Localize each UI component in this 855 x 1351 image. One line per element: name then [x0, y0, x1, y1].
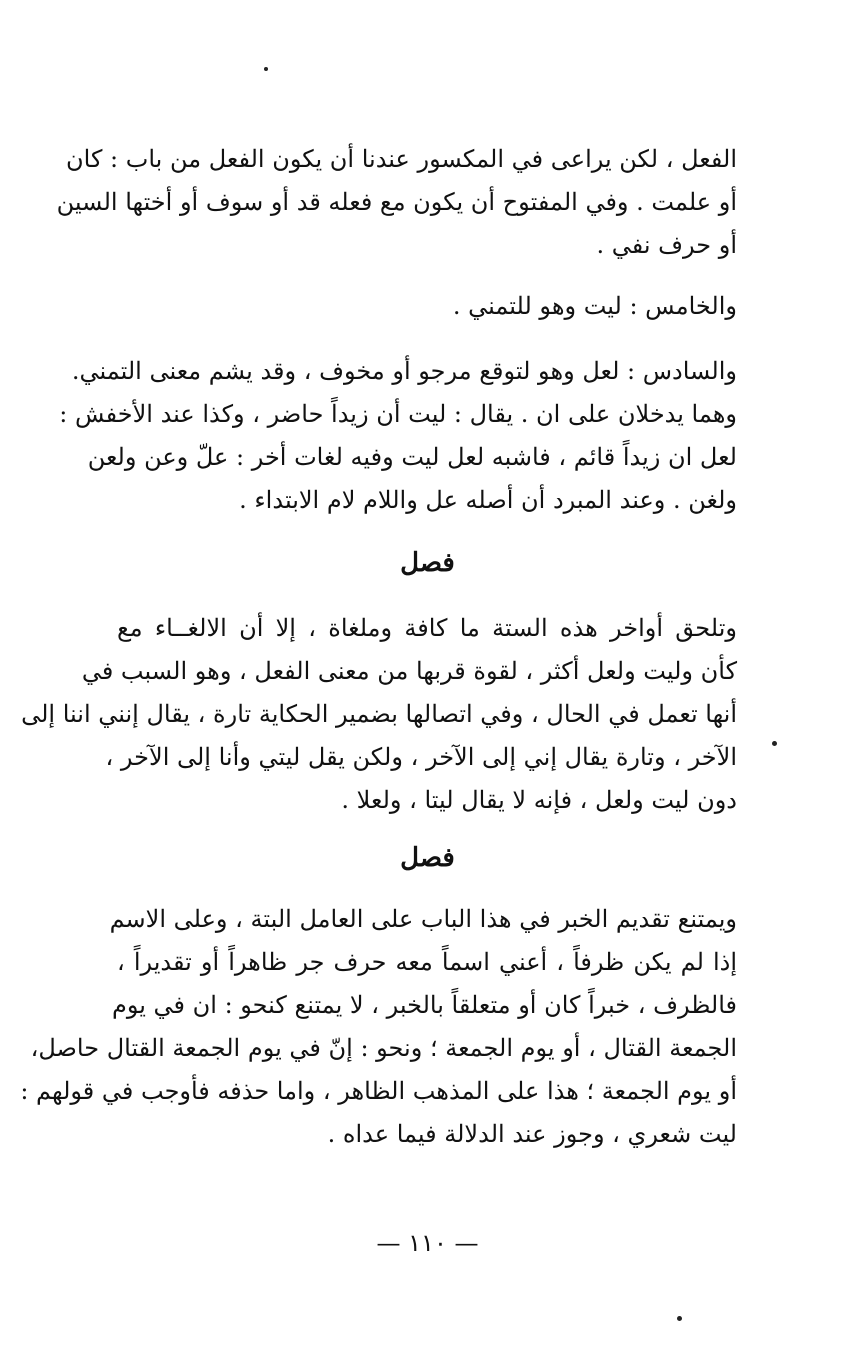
paragraph-line: ولغن . وعند المبرد أن أصله عل واللام لام الابتداء . [239, 486, 737, 514]
paragraph-line: فالظرف ، خبراً كان أو متعلقاً بالخبر ، لا يمتنع كنحو : ان في يوم [111, 991, 737, 1019]
paragraph-3 [59, 350, 737, 522]
paragraph-2 [117, 285, 737, 328]
paragraph-5 [20, 898, 737, 1156]
page-speck [264, 67, 268, 71]
paragraph-line: كأن وليت ولعل أكثر ، لقوة قربها من معنى الفعل ، وهو السبب في [81, 657, 737, 685]
page-speck [677, 1316, 682, 1321]
paragraph-line: أو يوم الجمعة ؛ هذا على المذهب الظاهر ، واما حذفه فأوجب في قولهم : [20, 1077, 737, 1105]
section-heading: فصل [400, 548, 455, 578]
paragraph-line: دون ليت ولعل ، فإنه لا يقال ليتا ، ولعلا . [341, 786, 737, 814]
paragraph-line: ويمتنع تقديم الخبر في هذا الباب على العامل البتة ، وعلى الاسم [109, 905, 737, 933]
paragraph-line: والسادس : لعل وهو لتوقع مرجو أو مخوف ، وقد يشم معنى التمني. [71, 357, 737, 385]
paragraph-line: الفعل ، لكن يراعى في المكسور عندنا أن يكون الفعل من باب : كان [66, 145, 737, 173]
section-heading: فصل [400, 843, 455, 873]
paragraph-line: الجمعة القتال ، أو يوم الجمعة ؛ ونحو : إنّ في يوم الجمعة القتال حاصل، [30, 1034, 737, 1062]
paragraph-line: أو حرف نفي . [596, 231, 737, 259]
paragraph-line: وتلحق أواخر هذه الستة ما كافة وملغاة ، إلا أن الالغــاء مع [117, 614, 737, 642]
paragraph-line: الآخر ، وتارة يقال إني إلى الآخر ، ولكن يقل ليتي وأنا إلى الآخر ، [105, 743, 737, 771]
paragraph-line: أو علمت . وفي المفتوح أن يكون مع فعله قد أو سوف أو أختها السين [56, 188, 737, 216]
paragraph-line: وهما يدخلان على ان . يقال : ليت أن زيداً حاضر ، وكذا عند الأخفش : [59, 400, 737, 428]
paragraph-line: إذا لم يكن ظرفاً ، أعني اسماً معه حرف جر ظاهراً أو تقديراً ، [117, 948, 737, 976]
paragraph-1 [56, 138, 737, 267]
paragraph-line: ليت شعري ، وجوز عند الدلالة فيما عداه . [327, 1120, 737, 1148]
page-speck [772, 741, 777, 746]
page-number: — ١١٠ — [376, 1229, 479, 1257]
paragraph-4 [21, 607, 737, 822]
paragraph-line: أنها تعمل في الحال ، وفي اتصالها بضمير الحكاية تارة ، يقال إنني اننا إلى [21, 700, 737, 728]
paragraph-line: لعل ان زيداً قائم ، فاشبه لعل ليت وفيه لغات أخر : علّ وعن ولعن [87, 443, 737, 471]
paragraph-line: والخامس : ليت وهو للتمني . [452, 292, 737, 320]
